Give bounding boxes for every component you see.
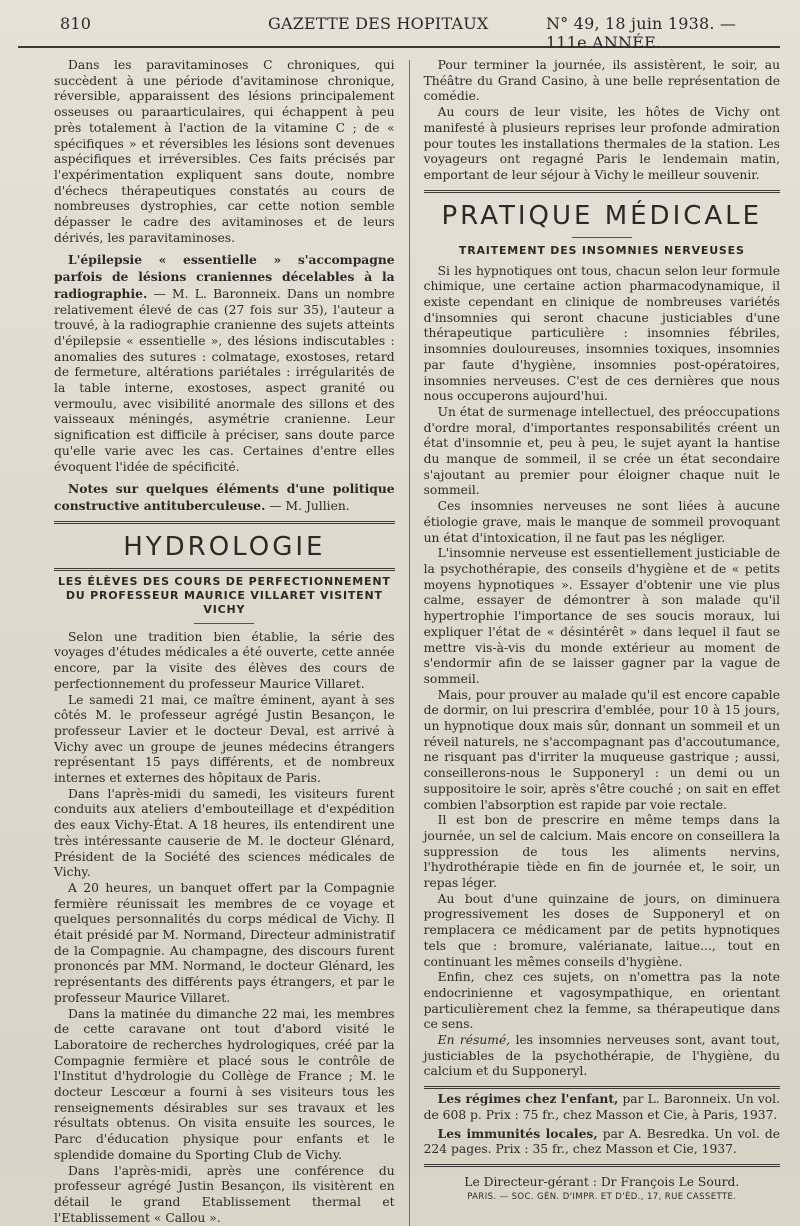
- section-rule: [424, 1164, 780, 1167]
- short-divider: [194, 623, 254, 624]
- insomnia-paragraph: Si les hypnotiques ont tous, chacun selon leur formule chimique, une certaine action pharmacodynamique, il existe cependant en clinique de nombreuses variétés d'insomnies qui seront chacune justiciables d'une thérapeutique particulière : insomnies fébriles, insomnies douloureuses, insomnies toxiques, insomnies par faute d'hygiène, insomnies post-opératoires, insomnies nerveuses. C'est de ces dernières que nous nous occuperons aujourd'hui.: [423, 263, 780, 404]
- tuberculosis-abstract: [54, 481, 395, 514]
- two-column-body: [18, 58, 780, 1226]
- book-title: Les régimes chez l'enfant,: [437, 1091, 619, 1107]
- bibliography-entry: [424, 1091, 780, 1123]
- book-title: Les immunités locales,: [437, 1125, 598, 1141]
- book-details: par L. Baronneix. Un vol. de 608 p. Prix : 75 fr., chez Masson et Cie, à Paris, 1937.: [423, 1092, 780, 1122]
- hydrology-paragraph: Selon une tradition bien établie, la série des voyages d'études médicales a été ouverte, cette année encore, par la visite des élèves des cours de perfectionnement du professeur Maurice Villaret.: [54, 629, 395, 691]
- section-rule: [424, 190, 780, 193]
- insomnia-paragraph: Il est bon de prescrire en même temps dans la journée, un sel de calcium. Mais encore on conseillera la suppression de tous les aliments nervins, l'hydrothérapie tiède en fin de journée et, le soir, un repas léger.: [423, 813, 780, 891]
- vichy-paragraph: Pour terminer la journée, ils assistèrent, le soir, au Théâtre du Grand Casino, à une belle représentation de comédie.: [423, 58, 780, 104]
- section-rule: [54, 568, 395, 571]
- epilepsy-abstract: [54, 252, 395, 475]
- epilepsy-title: L'épilepsie « essentielle » s'accompagne parfois de lésions craniennes décelables à la radiographie.: [54, 252, 395, 301]
- insomnia-paragraph: Un état de surmenage intellectuel, des préoccupations d'ordre moral, d'importantes responsabilités créent un état d'insomnie et, peu à peu, le sujet ayant la hantise du manque de sommeil, il se crée un état secondaire s'ajoutant au premier pour éloigner chaque nuit le sommeil.: [423, 404, 780, 498]
- summary-lead: En résumé,: [437, 1033, 511, 1048]
- hydrology-paragraph: Dans l'après-midi du samedi, les visiteurs furent conduits aux ateliers d'embouteillage et d'expédition des eaux Vichy-État. A 18 heures, ils entendirent une très intéressante causerie de M. le docteur Glénard, Président de la Société des sciences médicales de Vichy.: [54, 786, 395, 880]
- printer-line: PARIS. — SOC. GÉN. D'IMPR. ET D'ÉD., 17, RUE CASSETTE.: [467, 1192, 737, 1202]
- insomnia-paragraph: Mais, pour prouver au malade qu'il est encore capable de dormir, on lui prescrira d'emblée, pour 10 à 15 jours, un hypnotique doux mais sûr, donnant un sommeil et un réveil naturels, ne s'accompagnant pas d'accoutumance, ne risquant pas d'irriter la muqueuse gastrique ; aussi, conseillerons-nous le Supponeryl : un demi ou un suppositoire le soir, après s'être couché ; on sait en effet combien l'absorption est rapide par voie rectale.: [423, 687, 780, 812]
- insomnia-paragraph: L'insomnie nerveuse est essentiellement justiciable de la psychothérapie, des conseils d'hygiène et de « petits moyens hypnotiques ». Essayer d'obtenir une vie plus calme, essayer de démontrer à son malade qu'il hypertrophie l'importance de ses soucis moraux, lui expliquer l'état de « désintérêt » dans lequel il faut se mettre vis-à-vis du monde extérieur au moment de s'endormir afin de se laisser gagner par la vague de sommeil.: [423, 546, 780, 686]
- vichy-visit-subhead: LES ÉLÈVES DES COURS DE PERFECTIONNEMENT DU PROFESSEUR MAURICE VILLARET VISITENT VICHY: [57, 574, 391, 616]
- column-divider: [409, 60, 410, 1226]
- book-details: par A. Besredka. Un vol. de 224 pages. Prix : 35 fr., chez Masson et Cie, 1937.: [423, 1126, 780, 1157]
- tuberculosis-title: Notes sur quelques éléments d'une politique constructive antituberculeuse.: [54, 481, 395, 513]
- insomnia-paragraph: Ces insomnies nerveuses ne sont liées à aucune étiologie grave, mais le manque de sommeil provoquant un état d'intoxication, il ne faut pas les négliger.: [423, 499, 780, 545]
- hydrology-paragraph: Dans l'après-midi, après une conférence du professeur agrégé Justin Besançon, ils visitèrent en détail le grand Etablissement thermal et l'Etablissement « Callou ».: [54, 1163, 395, 1225]
- tuberculosis-author: — M. Jullien.: [265, 498, 350, 513]
- hydrologie-heading: HYDROLOGIE: [123, 531, 326, 562]
- section-rule: [424, 1086, 780, 1089]
- issue-info: N° 49, 18 juin 1938. — 111e ANNÉE.: [546, 14, 737, 52]
- short-divider: [572, 237, 632, 238]
- summary-body: les insomnies nerveuses sont, avant tout, justiciables de la psychothérapie, de l'hygiène, du calcium et du Supponeryl.: [423, 1033, 780, 1079]
- journal-title: GAZETTE DES HOPITAUX: [268, 14, 489, 33]
- pratique-medicale-heading: PRATIQUE MÉDICALE: [441, 200, 763, 231]
- bibliography-entry: [424, 1126, 780, 1158]
- insomnia-paragraph: Enfin, chez ces sujets, on n'omettra pas la note endocrinienne et vagosympathique, en orientant particulièrement chez la femme, sa thérapeutique dans ce sens.: [423, 970, 780, 1032]
- page-number: 810: [60, 14, 92, 33]
- hydrology-paragraph: Dans la matinée du dimanche 22 mai, les membres de cette caravane ont tout d'abord visité le Laboratoire de recherches hydrologiques, créé par la Compagnie fermière et placé sous le contrôle de l'Institut d'hydrologie du Collège de France ; M. le docteur Lescœur a fourni à ses visiteurs tous les renseignements désirables sur ses travaux et les résultats obtenus. On visita ensuite les sources, le Parc d'éducation physique pour enfants et le splendide domaine du Sporting Club de Vichy.: [54, 1006, 395, 1162]
- insomnia-summary: [424, 1033, 780, 1080]
- insomnia-paragraph: Au bout d'une quinzaine de jours, on diminuera progressivement les doses de Supponeryl et on remplacera ce médicament par de petits hypnotiques tels que : bromure, valérianate, laitue..., tout en continuant les mêmes conseils d'hygiène.: [423, 891, 780, 969]
- left-column: [18, 58, 395, 1226]
- vichy-paragraph: Au cours de leur visite, les hôtes de Vichy ont manifesté à plusieurs reprises leur profonde admiration pour toutes les installations thermales de la station. Les voyageurs ont regagné Paris le lendemain matin, emportant de leur séjour à Vichy le meilleur souvenir.: [423, 105, 780, 182]
- section-rule: [54, 521, 395, 524]
- insomnia-subhead: TRAITEMENT DES INSOMNIES NERVEUSES: [458, 243, 745, 257]
- paravitaminoses-paragraph: Dans les paravitaminoses C chroniques, qui succèdent à une période d'avitaminose chronique, réversible, apparaissent des lésions principalement osseuses ou paraarticulaires, qui échappent à peu près totalement à l'action de la vitamine C ; de « spécifiques » et réversibles les lésions sont devenues aspécifiques et irréversibles. Ces faits précisés par l'expérimentation expliquent sans doute, nombre d'échecs thérapeutiques constatés au cours de nombreuses dystrophies, car cette notion semble dépasser le cadre des avitaminoses et de leurs dérivés, les paravitaminoses.: [54, 58, 395, 245]
- director-signature: Le Directeur-gérant : Dr François Le Sourd.: [464, 1175, 740, 1189]
- epilepsy-body: Dans un nombre relativement élevé de cas (27 fois sur 35), l'auteur a trouvé, à la radiographie cranienne des sujets atteints d'épilepsie « essentielle », des lésions indiscutables : anomalies des sutures : colmatage, exostoses, retard de fermeture, altérations pariétales : irrégularités de la table interne, exostoses, aspect granité ou vermoulu, avec visibilité anormale des sillons et des vaisseaux méningés, asymétrie cranienne. Leur signification est difficile à préciser, sans doute parce qu'elle varie avec les cas. Certaines d'entre elles évoquent l'idée de spécificité.: [54, 286, 395, 474]
- page-header: [18, 0, 780, 52]
- right-column: [424, 58, 780, 1226]
- hydrology-paragraph: Le samedi 21 mai, ce maître éminent, ayant à ses côtés M. le professeur agrégé Justin Besançon, le professeur Lavier et le docteur Deval, est arrivé à Vichy avec un groupe de jeunes médecins étrangers représentant 15 pays différents, et de nombreux internes et externes des hôpitaux de Paris.: [54, 692, 395, 786]
- hydrology-paragraph: A 20 heures, un banquet offert par la Compagnie fermière réunissait les membres de ce voyage et quelques personnalités du corps médical de Vichy. Il était présidé par M. Normand, Directeur administratif de la Compagnie. Au champagne, des discours furent prononcés par MM. Normand, le docteur Glénard, les représentants des différents pays étrangers, et par le professeur Maurice Villaret.: [54, 880, 395, 1005]
- epilepsy-author: — M. L. Baronneix.: [147, 286, 281, 301]
